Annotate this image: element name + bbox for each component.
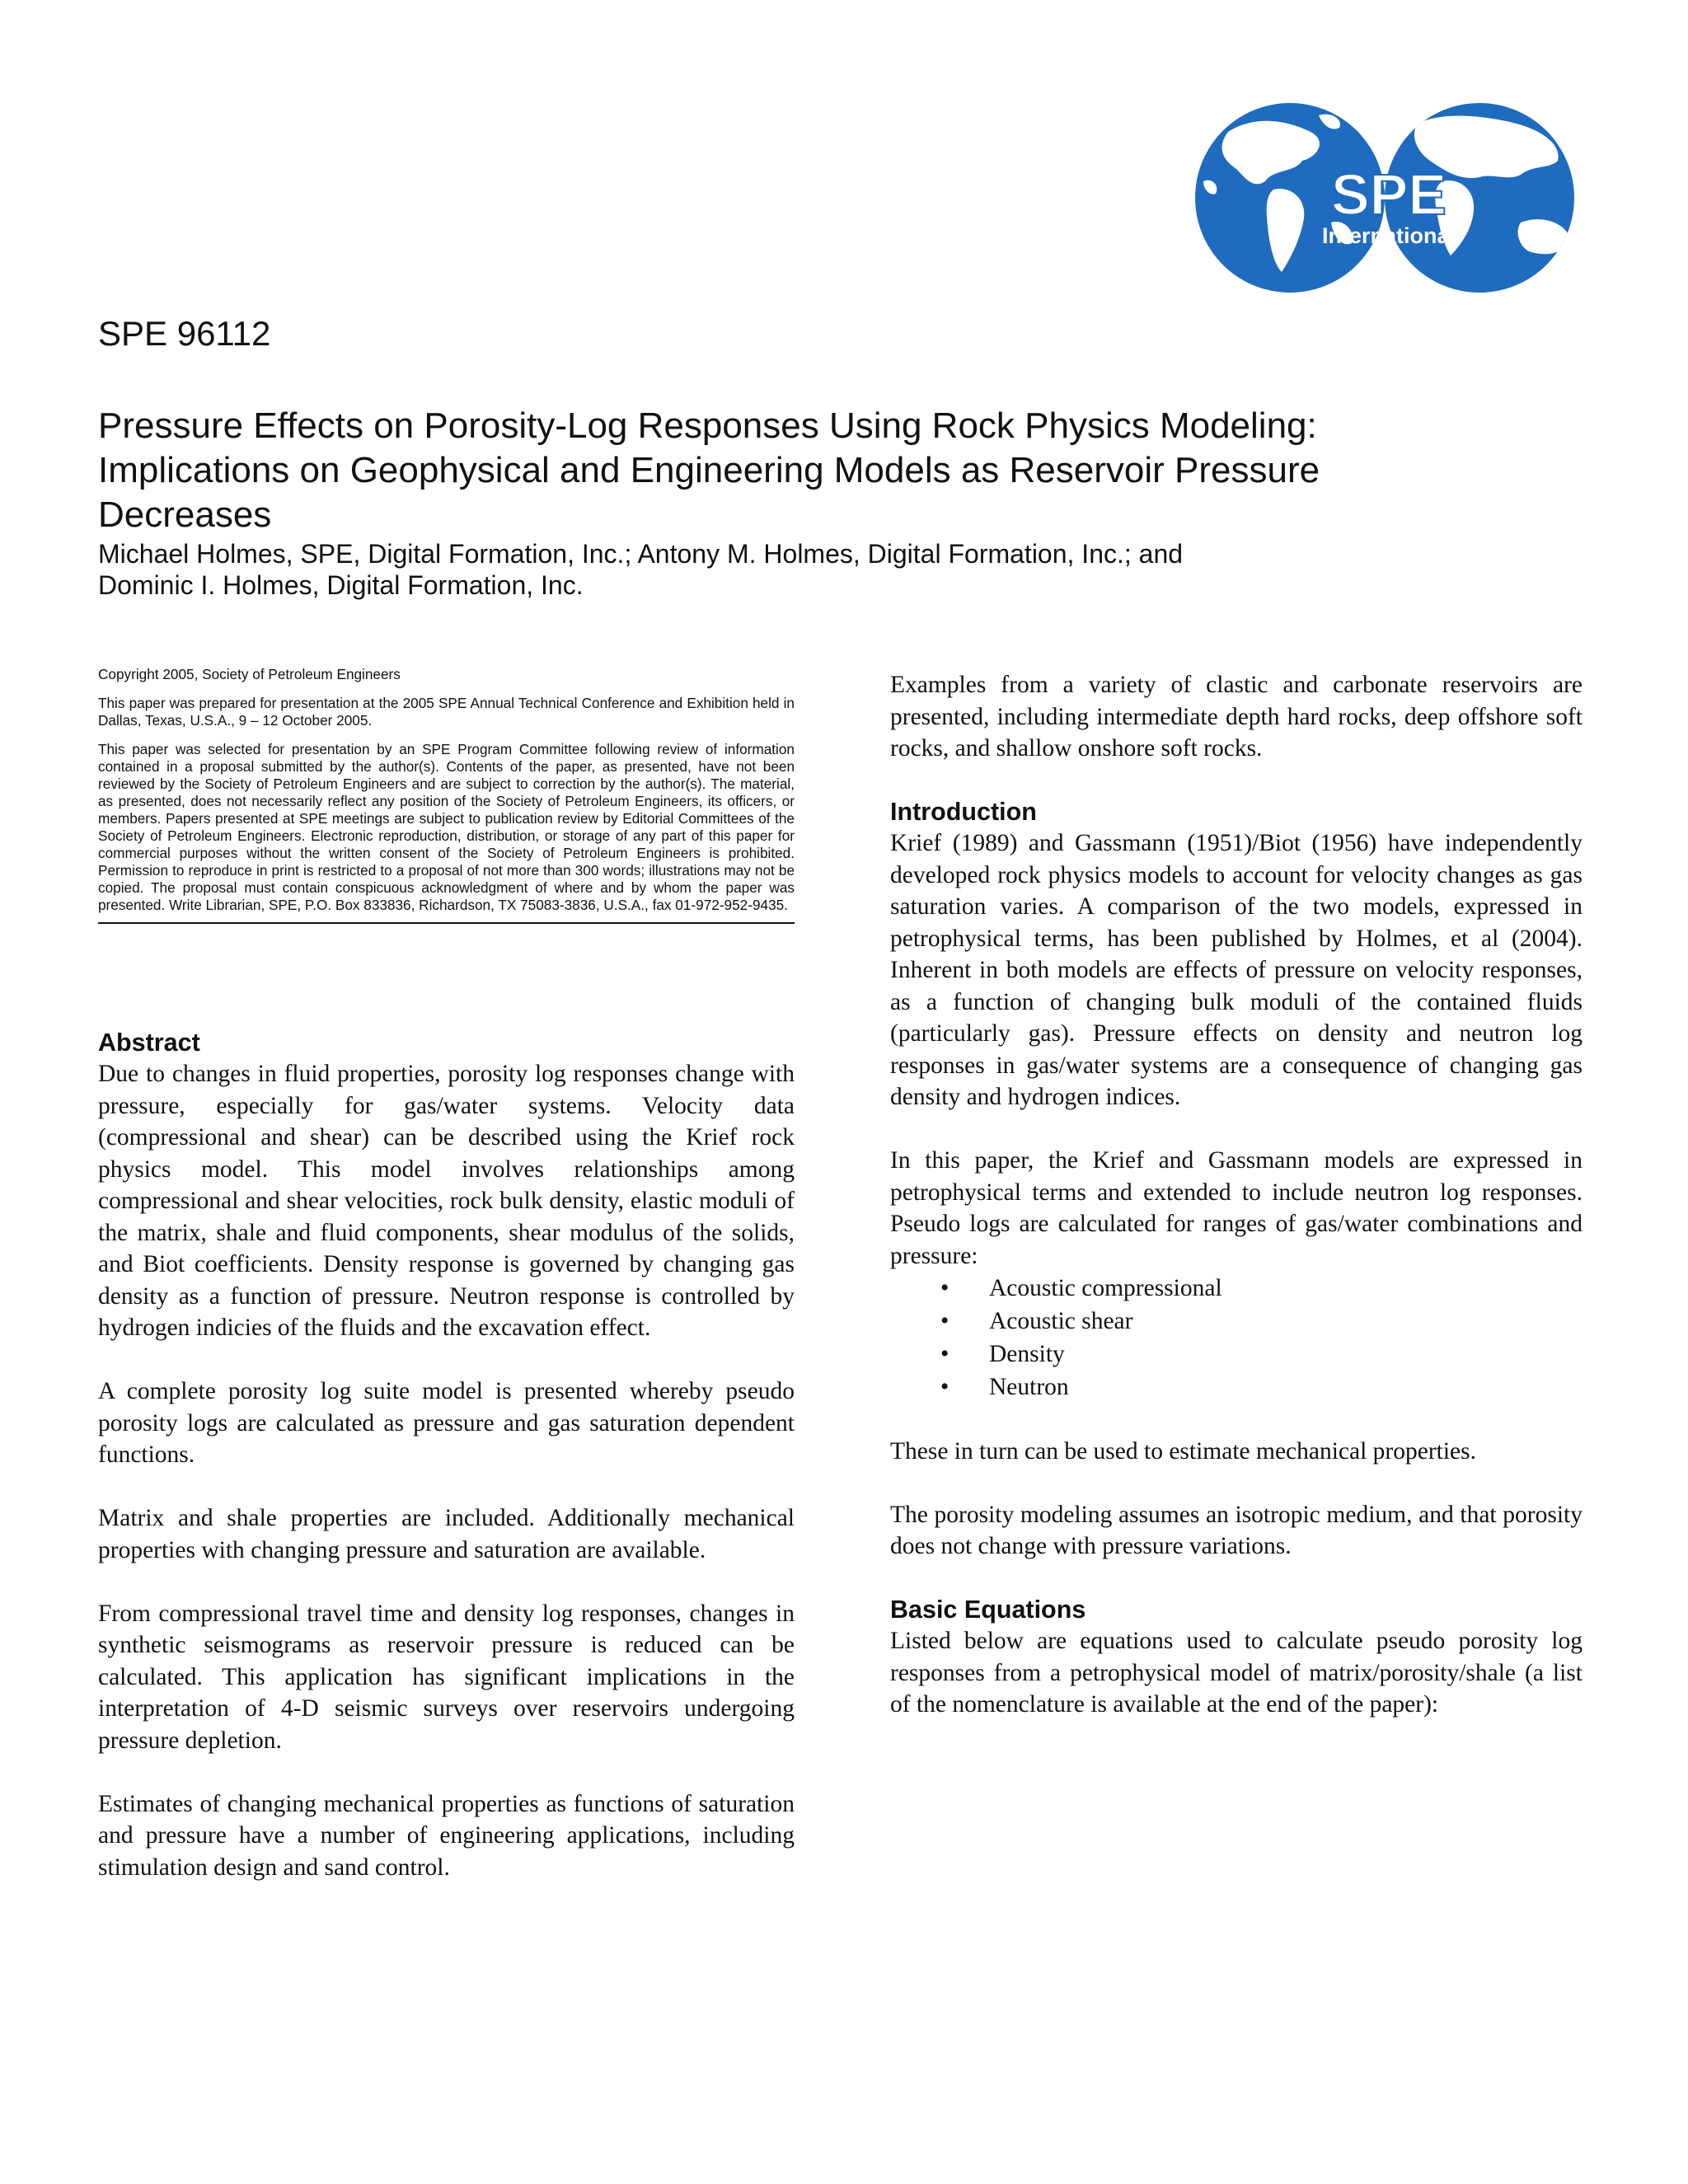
abstract-paragraph: Estimates of changing mechanical properties as functions of saturation and pressure have a number of engineering applications, including stimulation design and sand control. [98,1790,795,1881]
paper-title [98,404,1450,537]
copyright-line: Copyright 2005, Society of Petroleum Engineers [98,666,401,682]
selection-disclaimer: This paper was selected for presentation by an SPE Program Committee following review of information contained in a proposal submitted by the author(s). Contents of the paper, as presented, have not been reviewed by the Society of Petroleum Engineers and are subject to correction by the author(s). The material, as presented, does not necessarily reflect any position of the Society of Petroleum Engineers, its officers, or members. Papers presented at SPE meetings are subject to publication review by Editorial Committees of the Society of Petroleum Engineers. Electronic reproduction, distribution, or storage of any part of this paper for commercial purposes without the written consent of the Society of Petroleum Engineers is prohibited. Permission to reproduce in print is restricted to a proposal of not more than 300 words; illustrations may not be copied. The proposal must contain conspicuous acknowledgment of where and by whom the paper was presented. Write Librarian, SPE, P.O. Box 833836, Richardson, TX 75083-3836, U.S.A., fax 01-972-952-9435. [98,741,795,913]
copyright-notice [98,666,795,924]
presentation-note: This paper was prepared for presentation at the 2005 SPE Annual Technical Conference and Exhibition held in Dallas, Texas, U.S.A., 9 – 12 October 2005. [98,695,795,729]
abstract-heading: Abstract [98,1029,200,1057]
paper-number: SPE 96112 [98,314,271,353]
examples-paragraph: Examples from a variety of clastic and carbonate reservoirs are presented, including intermediate depth hard rocks, deep offshore soft rocks, and shallow onshore soft rocks. [890,672,1582,762]
abstract-paragraph: From compressional travel time and density log responses, changes in synthetic seismograms as reservoir pressure is reduced can be calculated. This application has significant implications in the interpretation of 4-D seismic surveys over reservoirs undergoing pressure depletion. [98,1600,795,1754]
list-item-text: Neutron [989,1374,1069,1400]
spe-globe-logo-graphic [1195,99,1582,297]
author-list [98,538,1450,601]
bullet-icon: • [940,1275,950,1301]
introduction-paragraph: Krief (1989) and Gassmann (1951)/Biot (1956) have independently developed rock physics models to account for velocity changes as gas saturation varies. A comparison of the two models, expressed in petrophysical terms, has been published by Holmes, et al (2004). Inherent in both models are effects of pressure on velocity responses, as a function of changing bulk moduli of the contained fluids (particularly gas). Pressure effects on density and neutron log responses in gas/water systems are a consequence of changing gas density and hydrogen indices. [890,830,1582,1110]
author-line: Dominic I. Holmes, Digital Formation, Inc. [98,570,584,600]
abstract-paragraph: Due to changes in fluid properties, porosity log responses change with pressure, especially for gas/water systems. Velocity data (compressional and shear) can be described using the Krief rock physics model. This model involves relationships among compressional and shear velocities, rock bulk density, elastic moduli of the matrix, shale and fluid components, shear modulus of the solids, and Biot coefficients. Density response is governed by changing gas density as a function of pressure. Neutron response is controlled by hydrogen indicies of the fluids and the excavation effect. [98,1061,795,1341]
introduction-paragraph: In this paper, the Krief and Gassmann models are expressed in petrophysical terms and extended to include neutron log responses. Pseudo logs are calculated for ranges of gas/water combinations and pressure: [890,1147,1582,1269]
basic-equations-heading: Basic Equations [890,1596,1086,1624]
bullet-icon: • [940,1341,950,1367]
basic-equations-paragraph: Listed below are equations used to calculate pseudo porosity log responses from a petrophysical model of matrix/porosity/shale (a list of the nomenclature is available at the end of the paper): [890,1628,1582,1718]
introduction-paragraph: These in turn can be used to estimate mechanical properties. [890,1437,1477,1465]
list-item [890,1338,1582,1371]
list-item-text: Acoustic compressional [989,1275,1222,1301]
author-line: Michael Holmes, SPE, Digital Formation, Inc.; Antony M. Holmes, Digital Formation, Inc.; and [98,539,1184,569]
right-column [890,669,1582,1721]
introduction-paragraph: The porosity modeling assumes an isotropic medium, and that porosity does not change with pressure variations. [890,1501,1582,1559]
logo-spe-text: SPE [1330,162,1447,227]
bullet-icon: • [940,1374,950,1400]
pseudo-log-list [890,1272,1582,1404]
introduction-heading: Introduction [890,798,1037,826]
logo-international-text: International [1321,223,1456,248]
list-item [890,1305,1582,1338]
abstract-paragraph: A complete porosity log suite model is presented whereby pseudo porosity logs are calculated as pressure and gas saturation dependent functions. [98,1378,795,1468]
spe-international-logo [1195,99,1582,297]
bullet-icon: • [940,1308,950,1334]
paper-title-line: Pressure Effects on Porosity-Log Responses Using Rock Physics Modeling: [98,405,1317,446]
paper-title-line: Decreases [98,494,272,535]
paper-title-line: Implications on Geophysical and Engineering Models as Reservoir Pressure [98,450,1320,490]
abstract-paragraph: Matrix and shale properties are included. Additionally mechanical properties with changing pressure and saturation are available. [98,1505,795,1563]
left-column [98,1027,795,1883]
list-item-text: Density [989,1341,1065,1367]
list-item [890,1371,1582,1404]
list-item-text: Acoustic shear [989,1308,1133,1334]
list-item [890,1272,1582,1305]
